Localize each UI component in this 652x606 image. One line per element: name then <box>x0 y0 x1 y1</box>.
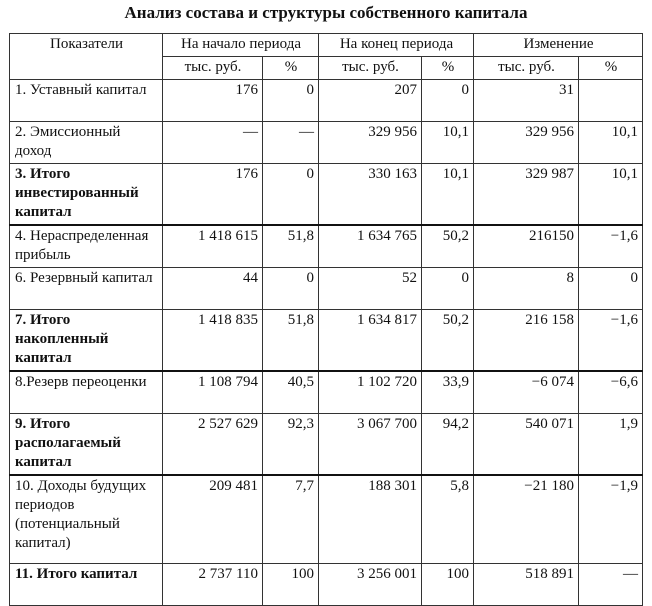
begin-percent: 7,7 <box>263 475 319 564</box>
end-percent: 94,2 <box>422 414 474 476</box>
table-row <box>10 225 643 268</box>
table-row <box>10 268 643 310</box>
change-value: 216 158 <box>474 310 579 372</box>
change-percent: 1,9 <box>579 414 643 476</box>
begin-percent: 0 <box>263 268 319 310</box>
row-label: 4. Нераспределенная прибыль <box>10 225 163 268</box>
change-percent <box>579 80 643 122</box>
header-end-period: На конец периода <box>319 34 474 57</box>
header-indicators: Показатели <box>10 34 163 80</box>
table-row-total <box>10 164 643 226</box>
table-row-total <box>10 414 643 476</box>
change-value: 31 <box>474 80 579 122</box>
begin-value: 44 <box>163 268 263 310</box>
begin-value: — <box>163 122 263 164</box>
end-value: 330 163 <box>319 164 422 226</box>
capital-structure-table <box>9 33 643 606</box>
begin-percent: 92,3 <box>263 414 319 476</box>
document-title: Анализ состава и структуры собственного капитала <box>124 3 528 22</box>
table-row <box>10 122 643 164</box>
end-percent: 50,2 <box>422 225 474 268</box>
begin-value: 1 108 794 <box>163 371 263 414</box>
row-label: 9. Итого располагаемый капитал <box>10 414 163 476</box>
end-value: 1 634 765 <box>319 225 422 268</box>
end-percent: 0 <box>422 80 474 122</box>
begin-percent: 100 <box>263 564 319 606</box>
table-row <box>10 475 643 564</box>
begin-percent: — <box>263 122 319 164</box>
change-percent: −1,6 <box>579 310 643 372</box>
header-change-unit: тыс. руб. <box>474 57 579 80</box>
end-percent: 100 <box>422 564 474 606</box>
end-percent: 50,2 <box>422 310 474 372</box>
end-value: 329 956 <box>319 122 422 164</box>
header-change-pct: % <box>579 57 643 80</box>
begin-value: 176 <box>163 164 263 226</box>
header-begin-period: На начало периода <box>163 34 319 57</box>
begin-percent: 40,5 <box>263 371 319 414</box>
begin-percent: 0 <box>263 164 319 226</box>
change-percent: 10,1 <box>579 164 643 226</box>
change-value: 216150 <box>474 225 579 268</box>
end-value: 3 067 700 <box>319 414 422 476</box>
change-percent: 10,1 <box>579 122 643 164</box>
header-change: Изменение <box>474 34 643 57</box>
end-percent: 33,9 <box>422 371 474 414</box>
header-begin-unit: тыс. руб. <box>163 57 263 80</box>
begin-percent: 51,8 <box>263 310 319 372</box>
header-begin-pct: % <box>263 57 319 80</box>
row-label: 1. Уставный капитал <box>10 80 163 122</box>
table-row-total <box>10 564 643 606</box>
begin-value: 2 737 110 <box>163 564 263 606</box>
end-value: 188 301 <box>319 475 422 564</box>
row-label: 2. Эмиссионный доход <box>10 122 163 164</box>
end-value: 1 102 720 <box>319 371 422 414</box>
row-label: 3. Итого инвестированный капитал <box>10 164 163 226</box>
begin-value: 1 418 615 <box>163 225 263 268</box>
table-row-total <box>10 310 643 372</box>
begin-value: 209 481 <box>163 475 263 564</box>
end-percent: 10,1 <box>422 164 474 226</box>
change-value: 329 956 <box>474 122 579 164</box>
header-end-pct: % <box>422 57 474 80</box>
end-value: 52 <box>319 268 422 310</box>
change-percent: 0 <box>579 268 643 310</box>
table-row <box>10 80 643 122</box>
header-end-unit: тыс. руб. <box>319 57 422 80</box>
end-percent: 5,8 <box>422 475 474 564</box>
row-label: 7. Итого накопленный капитал <box>10 310 163 372</box>
change-value: 329 987 <box>474 164 579 226</box>
change-value: 518 891 <box>474 564 579 606</box>
change-value: −21 180 <box>474 475 579 564</box>
end-value: 1 634 817 <box>319 310 422 372</box>
end-value: 207 <box>319 80 422 122</box>
begin-value: 2 527 629 <box>163 414 263 476</box>
change-value: 540 071 <box>474 414 579 476</box>
change-value: 8 <box>474 268 579 310</box>
row-label: 8.Резерв переоценки <box>10 371 163 414</box>
row-label: 10. Доходы будущих периодов (потенциальный капитал) <box>10 475 163 564</box>
row-label: 6. Резервный капитал <box>10 268 163 310</box>
row-label: 11. Итого капитал <box>10 564 163 606</box>
change-percent: — <box>579 564 643 606</box>
change-value: −6 074 <box>474 371 579 414</box>
change-percent: −1,6 <box>579 225 643 268</box>
begin-value: 176 <box>163 80 263 122</box>
begin-value: 1 418 835 <box>163 310 263 372</box>
end-value: 3 256 001 <box>319 564 422 606</box>
header-row-groups <box>10 34 643 57</box>
end-percent: 10,1 <box>422 122 474 164</box>
table-row <box>10 371 643 414</box>
end-percent: 0 <box>422 268 474 310</box>
begin-percent: 0 <box>263 80 319 122</box>
begin-percent: 51,8 <box>263 225 319 268</box>
change-percent: −6,6 <box>579 371 643 414</box>
change-percent: −1,9 <box>579 475 643 564</box>
